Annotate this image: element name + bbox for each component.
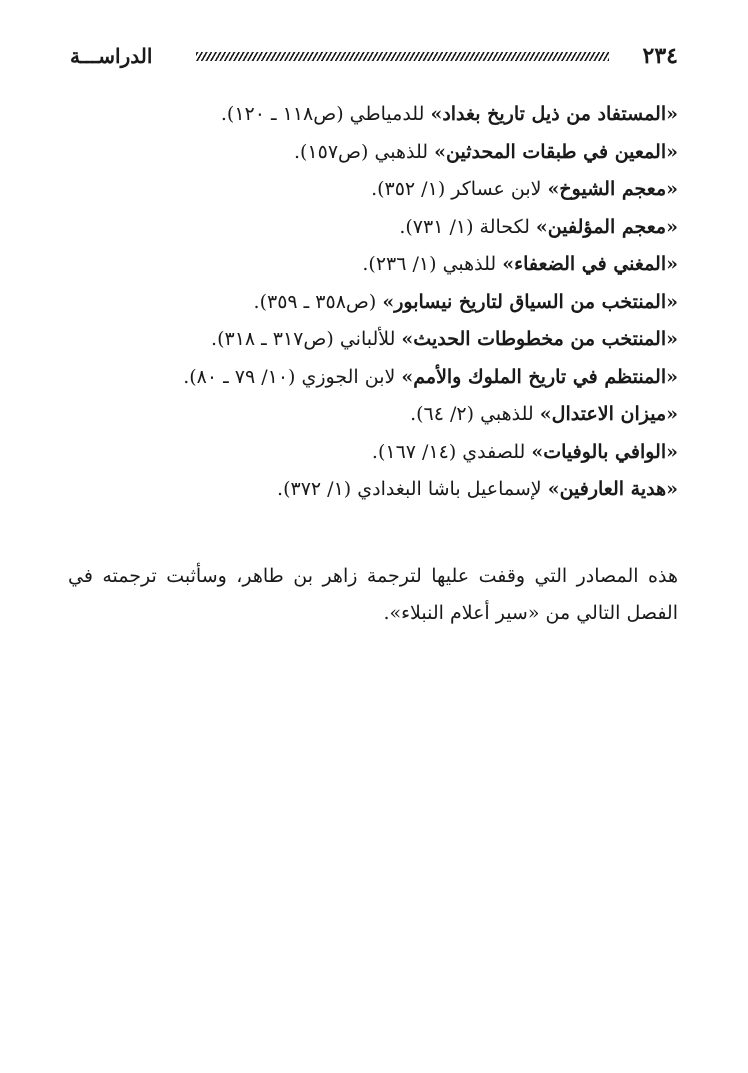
source-details: (ص٣٥٨ ـ ٣٥٩). — [253, 290, 383, 313]
source-title: «معجم الشيوخ» — [547, 178, 678, 200]
source-title: «ميزان الاعتدال» — [539, 403, 678, 425]
source-details: للدمياطي (ص١١٨ ـ ١٢٠). — [220, 103, 431, 125]
section-title: الدراســـة — [70, 44, 153, 68]
source-title: «المنتخب من مخطوطات الحديث» — [401, 328, 678, 350]
source-entry — [70, 96, 678, 134]
page-header — [70, 38, 678, 74]
source-details: للألباني (ص٣١٧ ـ ٣١٨). — [211, 328, 402, 350]
closing-paragraph: هذه المصادر التي وقفت عليها لترجمة زاهر بن طاهر، وسأثبت ترجمته في الفصل التالي من «سير أعلام النبلاء». — [68, 565, 678, 624]
source-entry — [70, 434, 678, 472]
source-entry — [70, 246, 678, 284]
source-entry — [70, 134, 678, 172]
header-hatched-rule — [196, 52, 608, 61]
source-entry — [70, 396, 678, 434]
page-number: ٢٣٤ — [642, 43, 678, 69]
source-title: «المنتظم في تاريخ الملوك والأمم» — [401, 365, 678, 388]
source-entry — [70, 209, 678, 247]
source-title: «الوافي بالوفيات» — [531, 440, 678, 463]
source-entry — [70, 171, 678, 209]
source-details: لابن الجوزي (١٠/ ٧٩ ـ ٨٠). — [183, 365, 402, 388]
source-title: «هدية العارفين» — [547, 478, 678, 500]
source-details: لإسماعيل باشا البغدادي (١/ ٣٧٢). — [277, 478, 548, 500]
source-details: للذهبي (٢/ ٦٤). — [410, 403, 540, 425]
source-entry — [70, 359, 678, 397]
source-details: لكحالة (١/ ٧٣١). — [399, 215, 536, 238]
source-details: للذهبي (ص١٥٧). — [293, 140, 435, 163]
source-details: لابن عساكر (١/ ٣٥٢). — [371, 178, 548, 200]
source-entry — [70, 471, 678, 509]
source-list — [70, 96, 678, 509]
source-details: للذهبي (١/ ٢٣٦). — [362, 253, 503, 275]
source-title: «المغني في الضعفاء» — [502, 253, 678, 275]
source-details: للصفدي (١٤/ ١٦٧). — [371, 440, 532, 463]
source-title: «المعين في طبقات المحدثين» — [434, 140, 678, 163]
source-title: «المنتخب من السياق لتاريخ نيسابور» — [382, 290, 678, 313]
source-title: «المستفاد من ذيل تاريخ بغداد» — [430, 103, 678, 125]
source-entry — [70, 321, 678, 359]
source-entry — [70, 284, 678, 322]
source-title: «معجم المؤلفين» — [535, 215, 678, 238]
